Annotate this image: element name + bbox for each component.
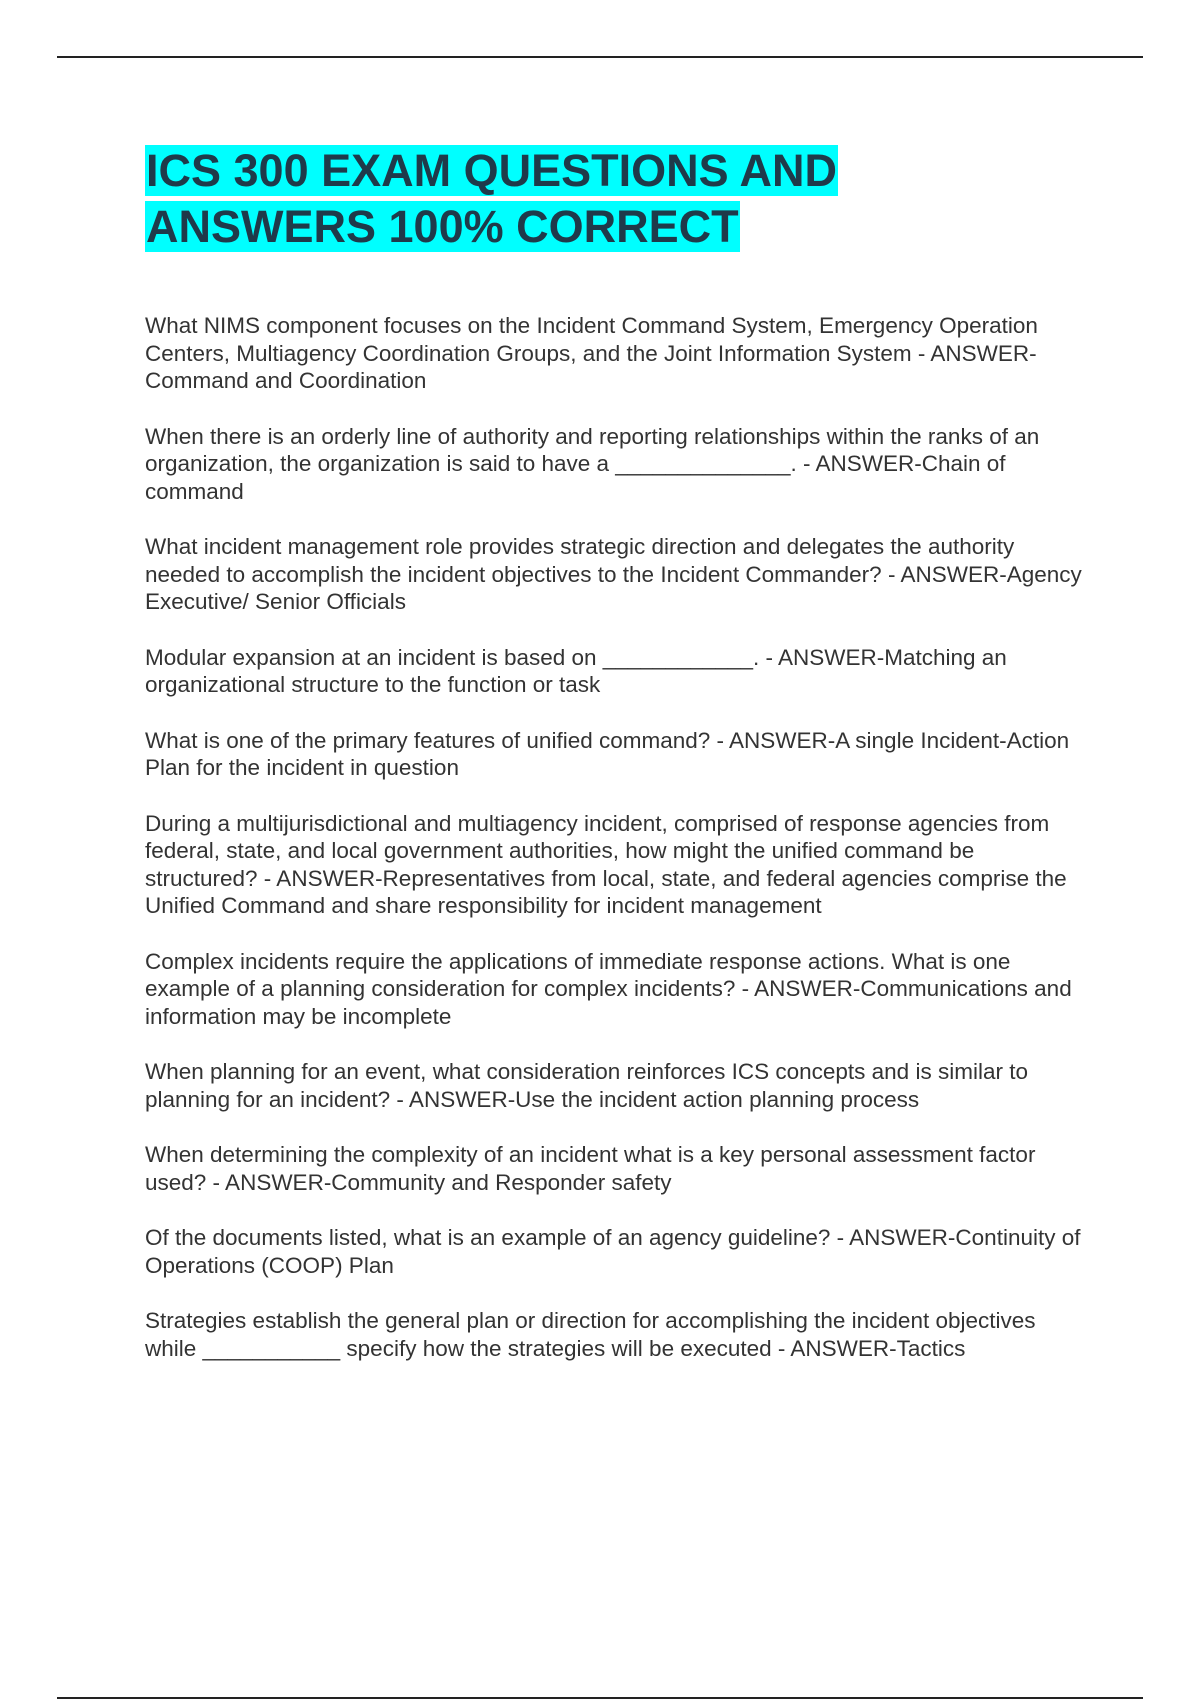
- qa-item: Complex incidents require the applications of immediate response actions. What is one example of a planning consideration for complex incidents? - ANSWER-Communications and information may be incomplete: [145, 948, 1072, 1029]
- bottom-divider: [57, 1697, 1143, 1699]
- qa-item: Of the documents listed, what is an example of an agency guideline? - ANSWER-Continuity of Operations (COOP) Plan: [145, 1225, 1081, 1278]
- top-divider: [57, 56, 1143, 58]
- qa-item: Modular expansion at an incident is based on ____________. - ANSWER-Matching an organizational structure to the function or task: [145, 644, 1007, 697]
- qa-item: Strategies establish the general plan or direction for accomplishing the incident objectives while ___________ specify how the strategies will be executed - ANSWER-Tactics: [145, 1308, 1036, 1361]
- qa-list: [145, 312, 1085, 1390]
- title-line-1: ICS 300 EXAM QUESTIONS AND: [146, 145, 837, 196]
- qa-item: What incident management role provides strategic direction and delegates the authority needed to accomplish the incident objectives to the Incident Commander? - ANSWER-Agency Executive/ Senior Officials: [145, 534, 1082, 614]
- qa-item: When planning for an event, what consideration reinforces ICS concepts and is similar to planning for an incident? - ANSWER-Use the incident action planning process: [145, 1059, 1028, 1112]
- qa-item: When determining the complexity of an incident what is a key personal assessment factor used? - ANSWER-Community and Responder safety: [145, 1142, 1036, 1195]
- document-title: [145, 143, 1085, 255]
- qa-item: What is one of the primary features of unified command? - ANSWER-A single Incident-Action Plan for the incident in question: [145, 727, 1070, 780]
- qa-item: When there is an orderly line of authority and reporting relationships within the ranks of an organization, the organization is said to have a ______________. - ANSWER-Chain of command: [145, 423, 1040, 504]
- qa-item: What NIMS component focuses on the Incident Command System, Emergency Operation Centers, Multiagency Coordination Groups, and the Joint Information System - ANSWER-Command and Coordination: [145, 313, 1038, 393]
- qa-item: During a multijurisdictional and multiagency incident, comprised of response agencies from federal, state, and local government authorities, how might the unified command be structured? - ANSWER-Representatives from local, state, and federal agencies comprise the Unified Command and share responsibility for incident management: [145, 810, 1067, 918]
- title-line-2: ANSWERS 100% CORRECT: [146, 201, 739, 252]
